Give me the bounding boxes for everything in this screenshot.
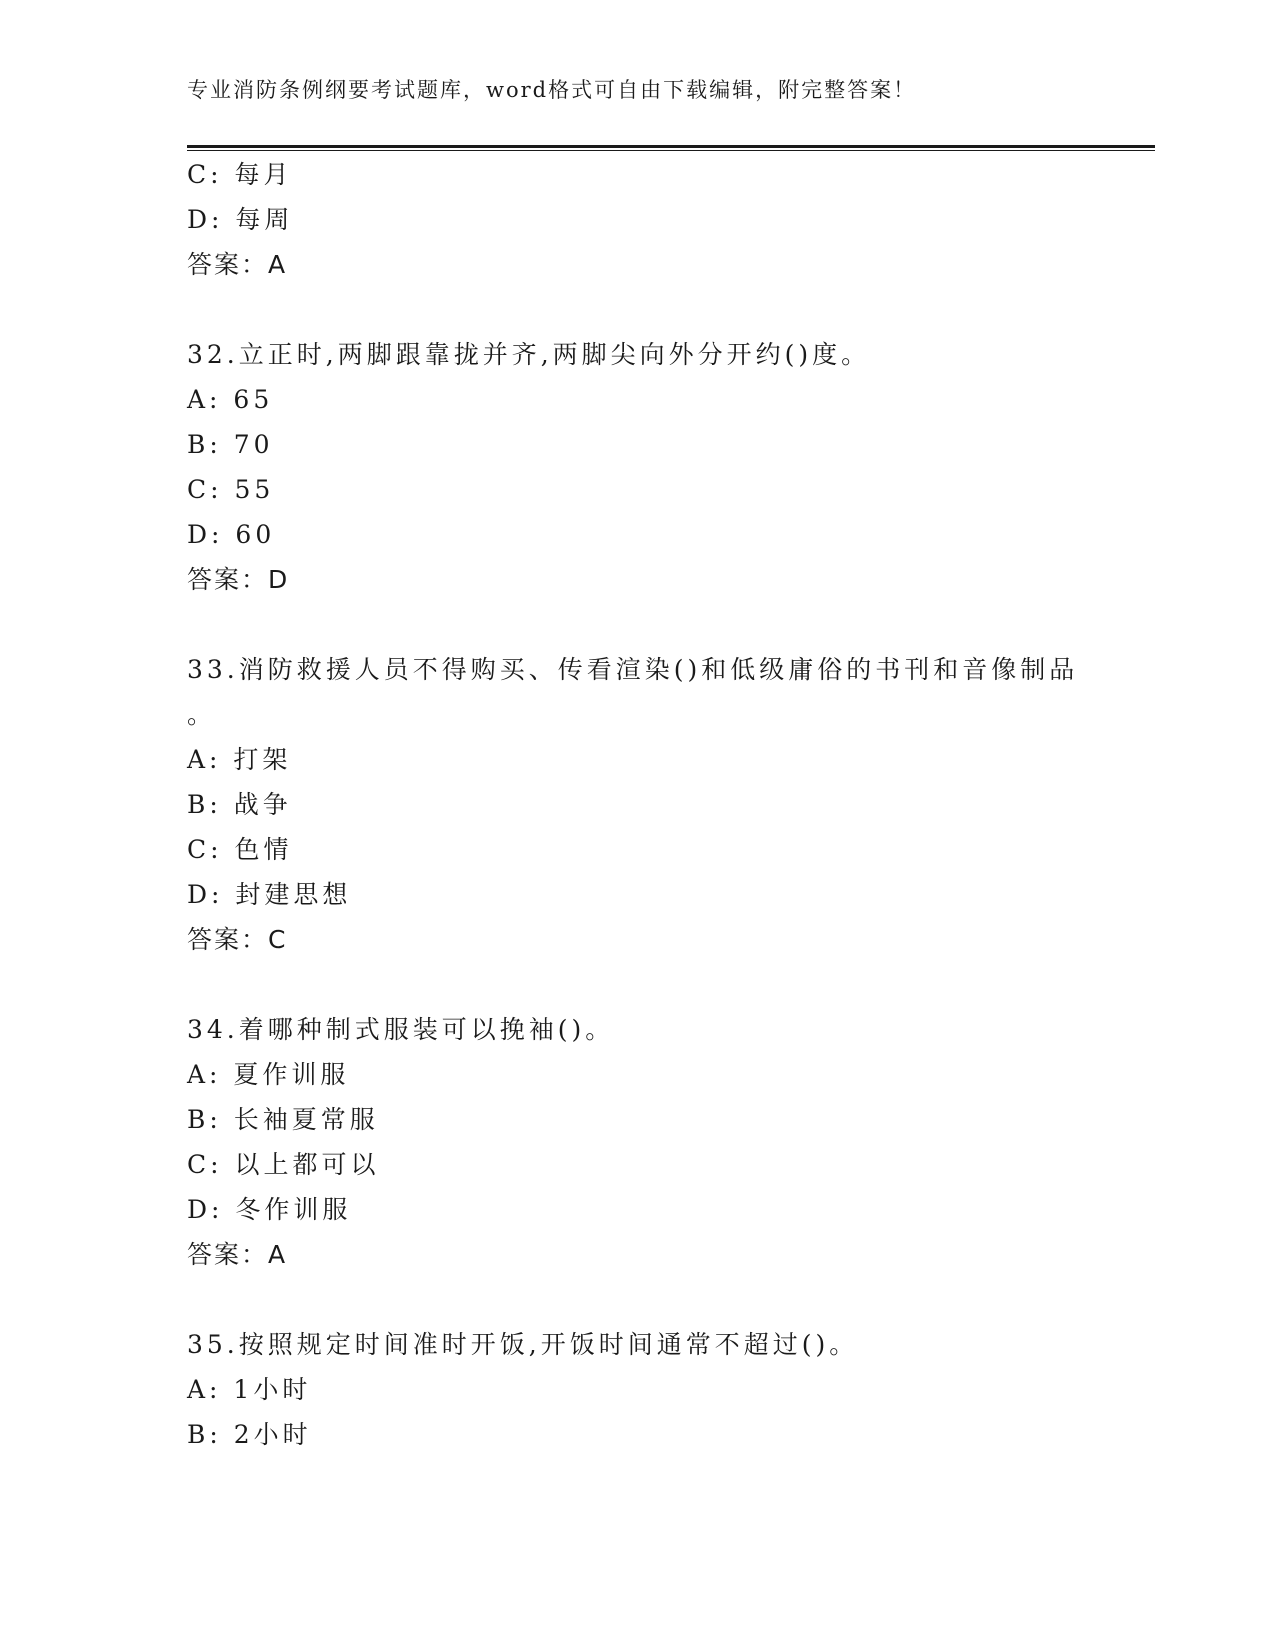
page-header: 专业消防条例纲要考试题库，word格式可自由下载编辑，附完整答案！	[187, 78, 917, 102]
option-line: C: 色情	[187, 835, 293, 864]
question-line: 32.立正时,两脚跟靠拢并齐,两脚尖向外分开约()度。	[187, 340, 871, 369]
option-line: B: 长袖夏常服	[187, 1105, 379, 1134]
header-rule-thin	[187, 150, 1155, 151]
question-line-continuation: 。	[187, 700, 217, 729]
question-line: 35.按照规定时间准时开饭,开饭时间通常不超过()。	[187, 1330, 859, 1359]
option-line: A: 打架	[187, 745, 292, 774]
answer-line: 答案：C	[187, 925, 288, 954]
option-line: A: 65	[187, 385, 274, 414]
option-line: A: 夏作训服	[187, 1060, 350, 1089]
option-line: D: 封建思想	[187, 880, 352, 909]
question-line: 33.消防救援人员不得购买、传看渲染()和低级庸俗的书刊和音像制品	[187, 655, 1079, 684]
option-line: A: 1小时	[187, 1375, 312, 1404]
option-line: D: 每周	[187, 205, 294, 234]
option-line: B: 70	[187, 430, 274, 459]
header-rule-thick	[187, 145, 1155, 148]
option-line: D: 冬作训服	[187, 1195, 352, 1224]
answer-line: 答案：A	[187, 250, 288, 279]
option-line: C: 以上都可以	[187, 1150, 380, 1179]
option-line: B: 2小时	[187, 1420, 312, 1449]
option-line: C: 55	[187, 475, 275, 504]
answer-line: 答案：A	[187, 1240, 288, 1269]
answer-line: 答案：D	[187, 565, 290, 594]
option-line: B: 战争	[187, 790, 292, 819]
question-line: 34.着哪种制式服装可以挽袖()。	[187, 1015, 615, 1044]
option-line: C: 每月	[187, 160, 293, 189]
option-line: D: 60	[187, 520, 276, 549]
